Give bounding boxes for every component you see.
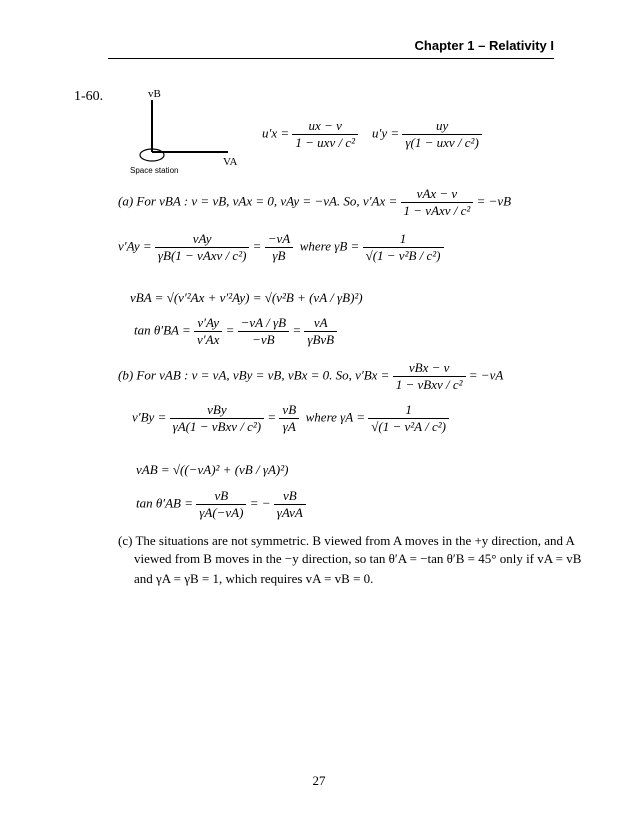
vb-label: vB xyxy=(148,88,161,100)
problem-number: 1-60. xyxy=(74,89,104,104)
part-b-line4: tan θ′AB = $\frac{vB}{\gamma A(-vA)}$ = − $\frac{vB}{\text{γAvA}}$ xyxy=(136,488,306,521)
header-rule xyxy=(108,58,554,59)
va-label: VA xyxy=(223,156,238,168)
part-c-line2: viewed from B moves in the −y direction, so tan θ′A = −tan θ′B = 45° only if vA = vB xyxy=(134,551,582,566)
space-station-label: Space station xyxy=(130,166,179,175)
part-a-line4: tan θ′BA = $\frac{v'Ay}{v'Ax}$ = $\frac{-vA / \gamma B}{-vB}$ = $\frac{vA}{\text{γBvB}}$ xyxy=(134,315,337,348)
page-number: 27 xyxy=(312,773,326,788)
chapter-title: Chapter 1 – Relativity I xyxy=(414,38,554,53)
part-a-line2: v′Ay = $\frac{\text{vAy}}{\text{γB(1 − vAxv / c²)}}$ = $\frac{-vA}{\gamma B}$ where γB = $\frac{1}{\text{√(1 − v²B / c²)}}$ xyxy=(118,231,444,264)
part-c-line3: and γA = γB = 1, which requires vA = vB = 0. xyxy=(134,571,374,586)
uy-transform: u′y = $\frac{uy}{\text{γ(1 − uxv / c²)}}$ xyxy=(372,118,482,151)
part-b-line2: v′By = $\frac{\text{vBy}}{\text{γA(1 − vBxv / c²)}}$ = $\frac{vB}{\gamma A}$ where γA = $\frac{1}{\text{√(1 − v²A / c²)}}$ xyxy=(132,402,449,435)
part-b-line3: vAB = √((−vA)² + (vB / γA)²) xyxy=(136,462,289,477)
part-c-line1: (c) The situations are not symmetric. B viewed from A moves in the +y direction, and A xyxy=(118,533,575,548)
part-b-line1: (b) For vAB : v = vA, vBy = vB, vBx = 0. So, v′Bx = $\frac{\text{vBx − v}}{\text{1 − vBxv / c²}}$ = −vA xyxy=(118,360,504,392)
ux-transform: u′x = $\frac{ux - v}{\text{1 − uxv / c²}}$ xyxy=(262,118,358,151)
part-a-line3: vBA = √(v′²Ax + v′²Ay) = √(v²B + (vA / γB)²) xyxy=(130,290,363,305)
part-a-line1: (a) For vBA : v = vB, vAx = 0, vAy = −vA. So, v′Ax = $\frac{\text{vAx − v}}{\text{1 − vAxv / c²}}$ = −vB xyxy=(118,186,512,218)
